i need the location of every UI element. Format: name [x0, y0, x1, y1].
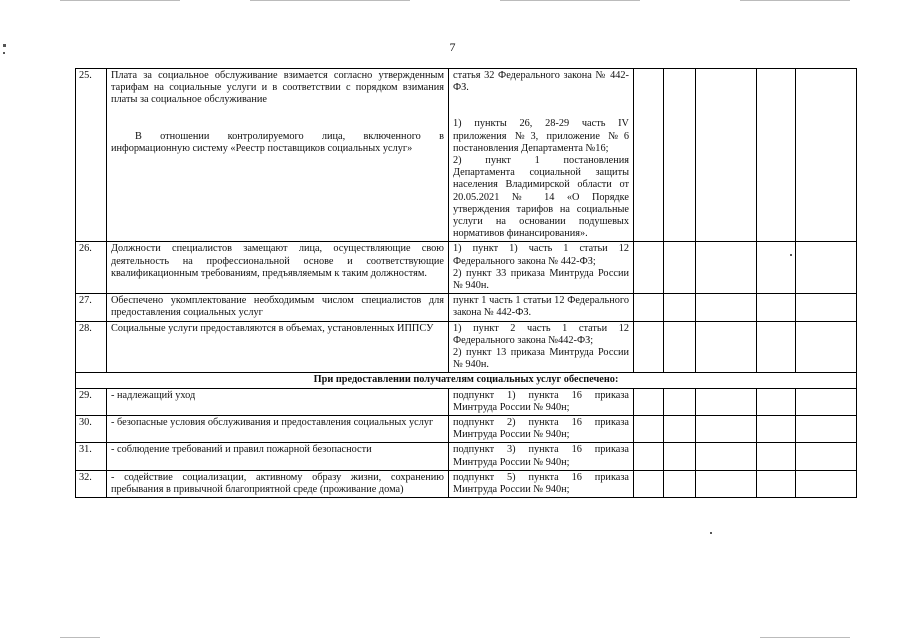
empty-cell: [796, 294, 857, 321]
requirement-paragraph: - содействие социализации, активному образу жизни, сохранению пребывания в привычной благоприятной среде (проживание дома): [111, 471, 444, 496]
requirement-text: [107, 294, 449, 321]
empty-cell: [664, 242, 696, 294]
empty-cell: [696, 443, 757, 470]
table-row: [76, 69, 857, 242]
requirement-paragraph: Социальные услуги предоставляются в объемах, установленных ИППСУ: [111, 322, 434, 334]
empty-cell: [634, 242, 664, 294]
legal-reference-item: 1) пункт 2 часть 1 статьи 12 Федерального закона №442-ФЗ;: [453, 322, 629, 346]
requirement-paragraph: - соблюдение требований и правил пожарной безопасности: [111, 444, 372, 456]
scan-edge-mark: [60, 0, 180, 1]
requirement-paragraph: Должности специалистов замещают лица, осуществляющие свою деятельность на профессиональной основе и соответствующие квалификационным требованиям, предъявляемым к таким должностям.: [111, 243, 444, 279]
scan-edge-mark: [250, 0, 410, 1]
legal-reference-item: подпункт 1) пункта 16 приказа Минтруда России № 940н;: [453, 389, 629, 413]
scan-speck: [710, 532, 712, 534]
legal-reference: [449, 470, 634, 497]
scan-edge-mark: [60, 637, 100, 638]
page-number: 7: [449, 40, 456, 54]
empty-cell: [634, 443, 664, 470]
table-row: [76, 470, 857, 497]
empty-cell: [664, 69, 696, 242]
empty-cell: [696, 321, 757, 373]
empty-cell: [696, 416, 757, 443]
empty-cell: [696, 242, 757, 294]
legal-reference-item: пункт 1 часть 1 статьи 12 Федерального закона № 442-ФЗ.: [453, 295, 629, 319]
legal-reference-item: 2) пункт 1 постановления Департамента социальной защиты населения Владимирской области от 20.05.2021 № 14 «О Порядке утверждения тарифов на социальные услуги на основании подушевых нормативов финансирования».: [453, 155, 629, 240]
section-heading: При предоставлении получателям социальных услуг обеспечено:: [76, 373, 857, 388]
empty-cell: [757, 242, 796, 294]
empty-cell: [757, 470, 796, 497]
empty-cell: [796, 443, 857, 470]
empty-cell: [634, 321, 664, 373]
legal-reference-item: подпункт 5) пункта 16 приказа Минтруда России № 940н;: [453, 471, 629, 496]
requirement-text: [107, 69, 449, 242]
row-number: 29.: [76, 388, 107, 415]
empty-cell: [757, 388, 796, 415]
legal-reference: [449, 321, 634, 373]
empty-cell: [796, 242, 857, 294]
empty-cell: [757, 294, 796, 321]
empty-cell: [634, 388, 664, 415]
empty-cell: [664, 388, 696, 415]
scan-edge-mark: [740, 0, 850, 1]
section-heading-row: [76, 373, 857, 388]
legal-reference-item: подпункт 3) пункта 16 приказа Минтруда России № 940н;: [453, 444, 629, 468]
row-number: 31.: [76, 443, 107, 470]
legal-reference-item: подпункт 2) пункта 16 приказа Минтруда России № 940н;: [453, 417, 629, 441]
requirement-paragraph: - безопасные условия обслуживания и предоставления социальных услуг: [111, 417, 434, 429]
requirement-paragraph: В отношении контролируемого лица, включенного в информационную систему «Реестр поставщиков социальных услуг»: [111, 130, 444, 154]
row-number: 30.: [76, 416, 107, 443]
empty-cell: [664, 294, 696, 321]
empty-cell: [796, 416, 857, 443]
empty-cell: [664, 443, 696, 470]
requirement-text: [107, 388, 449, 415]
legal-reference: [449, 242, 634, 294]
empty-cell: [696, 69, 757, 242]
empty-cell: [796, 69, 857, 242]
empty-cell: [696, 470, 757, 497]
empty-cell: [796, 470, 857, 497]
empty-cell: [757, 69, 796, 242]
empty-cell: [757, 443, 796, 470]
requirements-table: [75, 68, 856, 498]
empty-cell: [664, 416, 696, 443]
legal-reference: [449, 69, 634, 242]
row-number: 28.: [76, 321, 107, 373]
table-row: [76, 321, 857, 373]
legal-reference: [449, 416, 634, 443]
legal-reference-item: 1) пункты 26, 28-29 часть IV приложения №3, приложение №6 постановления Департамента №16;: [453, 118, 629, 154]
empty-cell: [757, 321, 796, 373]
legal-reference-item: 2) пункт 33 приказа Минтруда России № 940н.: [453, 267, 629, 292]
row-number: 26.: [76, 242, 107, 294]
table-row: [76, 443, 857, 470]
empty-cell: [634, 416, 664, 443]
requirement-paragraph: - надлежащий уход: [111, 389, 196, 401]
empty-cell: [796, 321, 857, 373]
requirement-paragraph: Обеспечено укомплектование необходимым числом специалистов для предоставления социальных услуг: [111, 295, 444, 319]
empty-cell: [696, 294, 757, 321]
row-number: 32.: [76, 470, 107, 497]
table-row: [76, 416, 857, 443]
requirement-text: [107, 416, 449, 443]
row-number: 25.: [76, 69, 107, 242]
requirement-text: [107, 321, 449, 373]
table-row: [76, 242, 857, 294]
legal-reference-item: 1) пункт 1) часть 1 статьи 12 Федерального закона № 442-ФЗ;: [453, 243, 629, 267]
empty-cell: [664, 321, 696, 373]
table-row: [76, 388, 857, 415]
empty-cell: [634, 69, 664, 242]
table-row: [76, 294, 857, 321]
legal-reference-item: статья 32 Федерального закона № 442-ФЗ.: [453, 70, 629, 94]
requirement-paragraph: Плата за социальное обслуживание взимается согласно утвержденным тарифам на социальные услуги и в соответствии с порядком взимания платы за социальное обслуживание: [111, 70, 444, 106]
legal-reference: [449, 294, 634, 321]
empty-cell: [634, 470, 664, 497]
empty-cell: [757, 416, 796, 443]
legal-reference: [449, 388, 634, 415]
requirement-text: [107, 242, 449, 294]
legal-reference: [449, 443, 634, 470]
row-number: 27.: [76, 294, 107, 321]
legal-reference-item: 2) пункт 13 приказа Минтруда России № 940н.: [453, 347, 629, 371]
scan-edge-mark: [760, 637, 850, 638]
scan-edge-mark: [500, 0, 640, 1]
empty-cell: [664, 470, 696, 497]
empty-cell: [634, 294, 664, 321]
requirement-text: [107, 443, 449, 470]
empty-cell: [796, 388, 857, 415]
requirement-text: [107, 470, 449, 497]
empty-cell: [696, 388, 757, 415]
